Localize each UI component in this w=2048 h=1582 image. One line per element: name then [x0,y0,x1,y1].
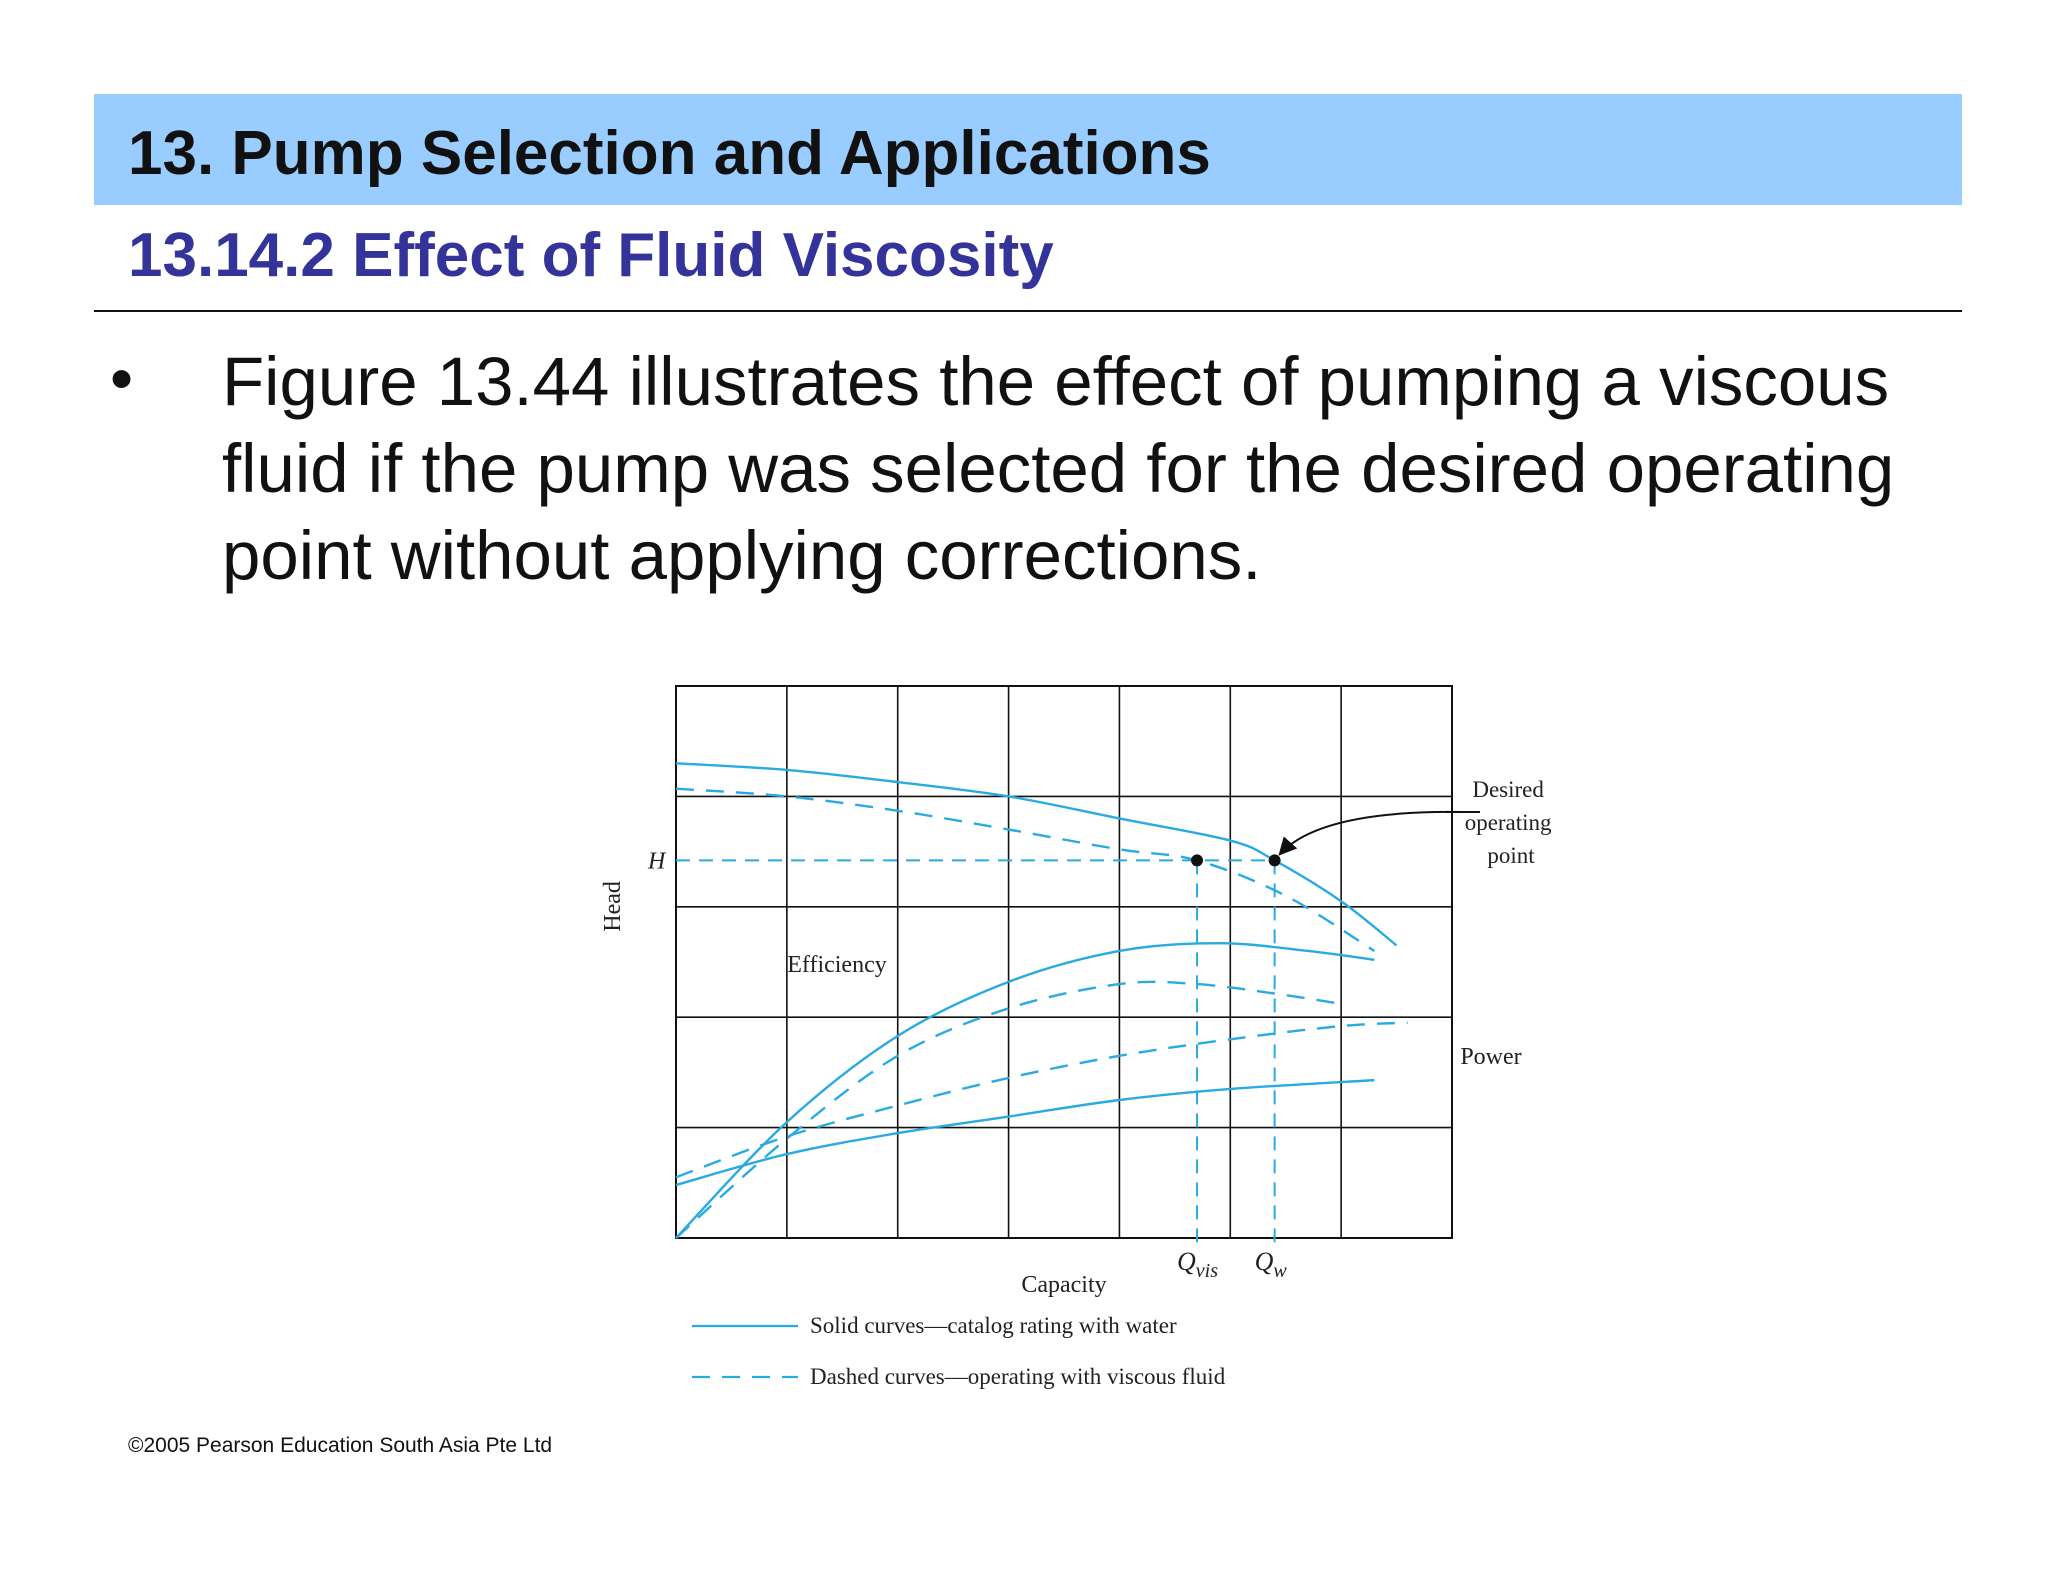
copyright-text: ©2005 Pearson Education South Asia Pte Ltd [128,1434,553,1457]
annotation-desired-operating-point: Desired operating point [1464,777,1552,868]
bullet-text: Figure 13.44 illustrates the effect of pumping a viscous fluid if the pump was selected for the desired operating point without applying corrections. [222,343,1895,594]
chart-legend [692,1313,1226,1389]
annotation-power: Power [1460,1044,1522,1070]
power-curve-solid [676,1080,1374,1185]
desired-point-arrow [1280,812,1462,855]
efficiency-curve-solid [676,943,1374,1238]
head-curve-dashed [676,789,1374,951]
head-curve-solid [676,763,1397,945]
y-axis-label: Head [600,881,626,932]
bullet-symbol: • [110,341,134,415]
operating-point-viscous [1191,854,1203,866]
x-axis-label: Capacity [1021,1272,1107,1298]
legend-solid-label: Solid curves—catalog rating with water [810,1313,1177,1338]
operating-guides [676,860,1275,1244]
legend-dashed-label: Dashed curves—operating with viscous fluid [810,1364,1226,1389]
annotation-efficiency: Efficiency [787,952,887,978]
x-tick-label-qw: $Q_w$ [1254,1247,1287,1282]
pump-viscosity-figure [580,660,1640,1400]
slide-title: 13. Pump Selection and Applications [128,119,1211,188]
operating-point-water [1269,854,1281,866]
chart-curves [676,763,1408,1238]
y-tick-label-h: H [648,848,666,875]
title-divider [94,310,1962,312]
x-tick-label-qvis: $Q_{vis}$ [1177,1247,1219,1282]
section-subtitle: 13.14.2 Effect of Fluid Viscosity [128,221,1054,290]
